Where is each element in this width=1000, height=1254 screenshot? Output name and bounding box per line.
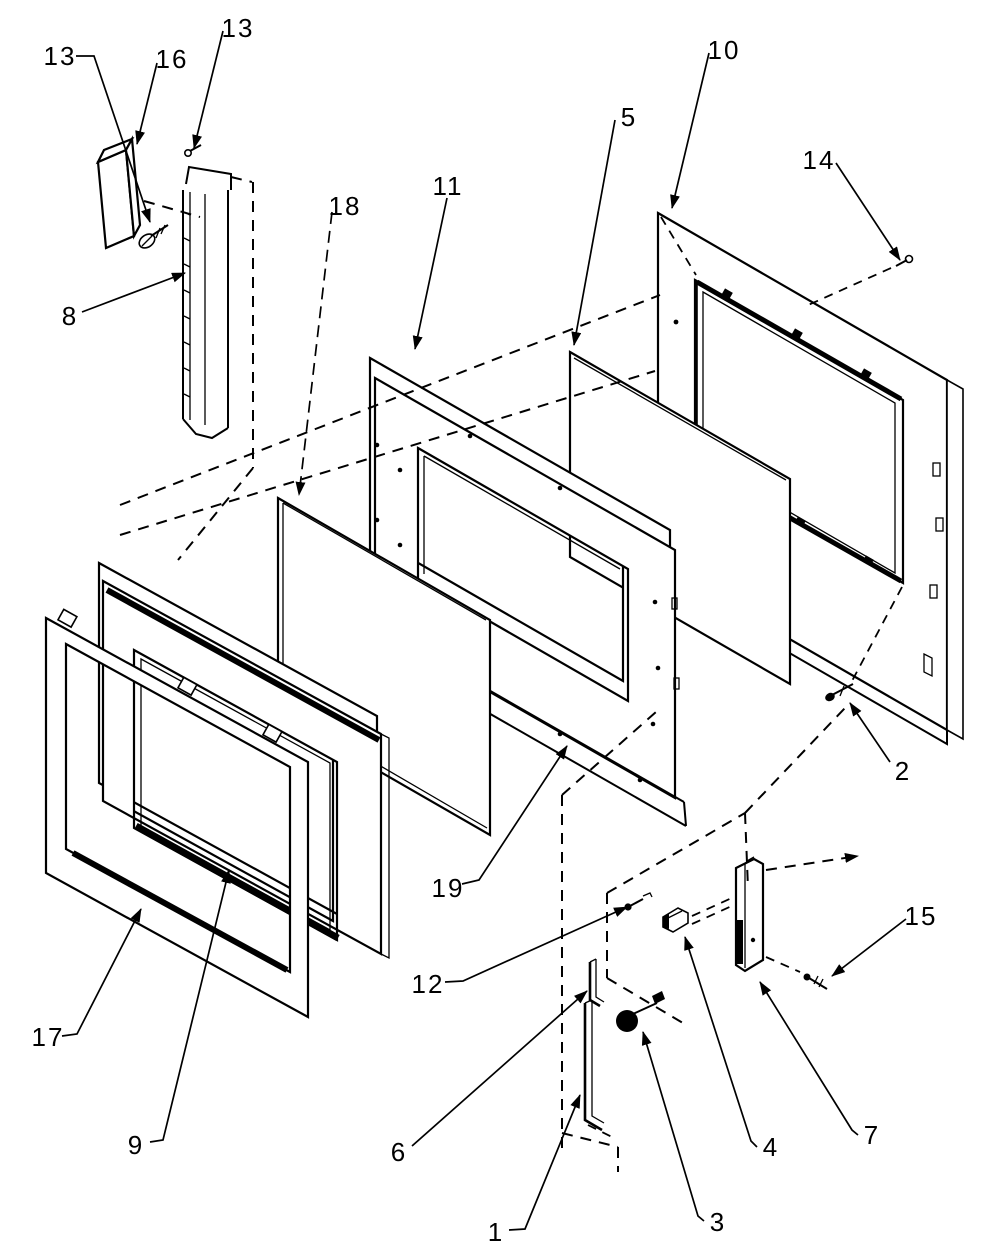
callout-label-16-1: 16	[155, 44, 189, 74]
callout-label-12-11: 12	[411, 969, 445, 999]
callout-leader-3-14	[643, 1032, 704, 1221]
callout-leader-10-7	[672, 53, 709, 208]
callout-leader-1-13	[509, 1095, 580, 1230]
callout-label-7-16: 7	[863, 1120, 881, 1150]
callout-leader-5-6	[574, 120, 615, 345]
callout-leader-11-5	[415, 198, 447, 349]
callout-label-10-7: 10	[707, 35, 741, 65]
screw-15	[804, 974, 828, 990]
callout-leader-12-11	[445, 907, 627, 982]
latch-catch	[663, 908, 688, 932]
latch-clip	[590, 959, 604, 1006]
screw-13b	[185, 145, 201, 156]
callout-label-2-9: 2	[894, 756, 912, 786]
callout-label-8-3: 8	[61, 301, 79, 331]
callout-leader-6-12	[412, 991, 587, 1146]
callout-leader-7-16	[760, 982, 858, 1135]
callout-label-18-4: 18	[328, 191, 362, 221]
pivot-pin	[624, 893, 652, 911]
callout-leader-14-8	[836, 163, 900, 260]
callout-leader-16-1	[137, 63, 157, 144]
callout-label-19-10: 19	[431, 873, 465, 903]
callout-leader-17-18	[62, 909, 141, 1036]
callout-label-11-5: 11	[432, 171, 464, 201]
callout-label-4-15: 4	[762, 1132, 780, 1162]
spacer-block	[98, 139, 140, 248]
callout-leader-8-3	[82, 273, 185, 312]
callout-label-17-18: 17	[31, 1022, 65, 1052]
callout-label-13-2: 13	[221, 13, 255, 43]
callout-label-9-19: 9	[127, 1130, 145, 1160]
callout-label-1-13: 1	[487, 1217, 505, 1247]
callout-label-15-17: 15	[904, 901, 938, 931]
callout-label-5-6: 5	[620, 102, 638, 132]
callout-label-13-0: 13	[43, 41, 77, 71]
latch-plate	[736, 857, 763, 971]
callout-leader-13-2	[194, 31, 223, 148]
callout-leader-2-9	[850, 703, 890, 762]
callout-label-14-8: 14	[802, 145, 836, 175]
screw-2	[824, 684, 853, 703]
hinge-bracket	[183, 167, 231, 438]
callout-label-3-14: 3	[709, 1207, 727, 1237]
callout-leader-18-4	[299, 212, 332, 495]
screw-14	[806, 256, 913, 307]
screw-13a	[137, 225, 168, 251]
bracket-holes	[184, 212, 190, 397]
callout-leader-15-17	[832, 919, 906, 976]
seal-strip	[585, 1000, 604, 1130]
callout-label-6-12: 6	[390, 1137, 408, 1167]
latch-hardware	[585, 857, 827, 1130]
